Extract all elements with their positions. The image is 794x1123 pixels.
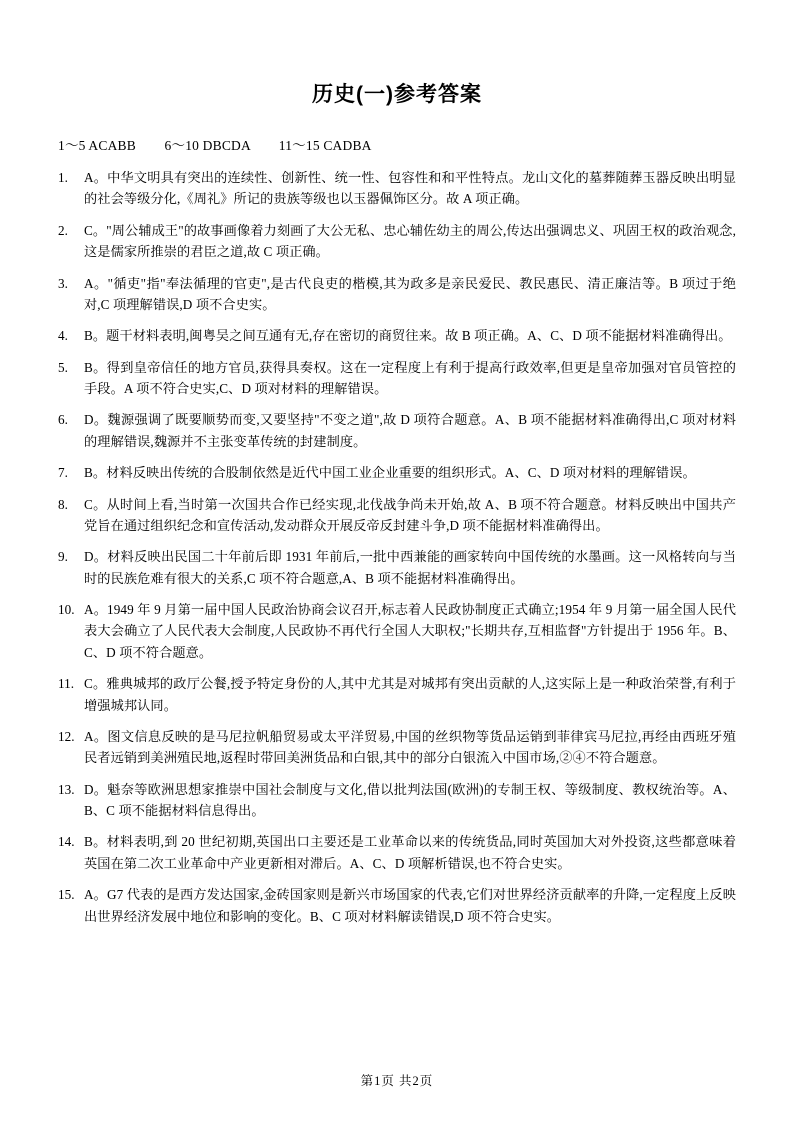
answer-item-text: C。雅典城邦的政厅公餐,授予特定身份的人,其中尤其是对城邦有突出贡献的人,这实际上是一种政治荣誉,有利于增强城邦认同。 <box>84 676 736 713</box>
answer-item-number: 8. <box>58 496 68 512</box>
page-footer: 第1页 共2页 <box>360 1074 434 1088</box>
answer-item-number: 4. <box>58 328 68 344</box>
answer-item-number: 2. <box>58 222 68 238</box>
answer-item <box>58 462 736 483</box>
answer-key-summary: 1～5 ACABB 6～10 DBCDA 11～15 CADBA <box>58 138 372 153</box>
answer-item <box>58 779 736 822</box>
answer-item-number: 7. <box>58 465 68 481</box>
answer-item-text: B。材料表明,到 20 世纪初期,英国出口主要还是工业革命以来的传统货品,同时英国加大对外投资,这些都意味着英国在第二次工业革命中产业更新相对滞后。A、C、D 项解析错误,也不符合史实。 <box>84 834 736 871</box>
answer-item-number: 9. <box>58 549 68 565</box>
answer-item-text: A。"循吏"指"奉法循理的官吏",是古代良吏的楷模,其为政多是亲民爱民、教民惠民、清正廉洁等。B 项过于绝对,C 项理解错误,D 项不合史实。 <box>84 275 736 312</box>
answer-item <box>58 220 736 263</box>
answer-item <box>58 273 736 316</box>
answer-item-text: A。1949 年 9 月第一届中国人民政治协商会议召开,标志着人民政协制度正式确立;1954 年 9 月第一届全国人民代表大会确立了人民代表大会制度,人民政协不再代行全国人大职权;"长期共存,互相监督"方针提出于 1956 年。B、C、D 项不符合题意。 <box>84 602 736 660</box>
page-title: 历史(一)参考答案 <box>312 83 482 106</box>
answer-item <box>58 726 736 769</box>
answer-item-text: B。题干材料表明,闽粤吴之间互通有无,存在密切的商贸往来。故 B 项正确。A、C、D 项不能据材料准确得出。 <box>84 328 732 344</box>
answer-item-number: 14. <box>58 834 75 850</box>
answer-item-text: A。中华文明具有突出的连续性、创新性、统一性、包容性和和平性特点。龙山文化的墓葬随葬玉器反映出明显的社会等级分化,《周礼》所记的贵族等级也以玉器佩饰区分。故 A 项正确。 <box>84 170 736 207</box>
answer-item <box>58 884 736 927</box>
answer-item-text: D。魁奈等欧洲思想家推崇中国社会制度与文化,借以批判法国(欧洲)的专制王权、等级制度、教权统治等。A、B、C 项不能据材料信息得出。 <box>84 781 736 818</box>
answer-item-text: A。图文信息反映的是马尼拉帆船贸易或太平洋贸易,中国的丝织物等货品运销到菲律宾马尼拉,再经由西班牙殖民者远销到美洲殖民地,返程时带回美洲货品和白银,其中的部分白银流入中国市场,②④不符合题意。 <box>84 728 736 766</box>
answer-item-number: 15. <box>58 887 75 903</box>
answer-item-number: 13. <box>58 781 75 797</box>
answer-item-text: B。材料反映出传统的合股制依然是近代中国工业企业重要的组织形式。A、C、D 项对材料的理解错误。 <box>84 465 696 481</box>
answer-item <box>58 673 736 716</box>
answer-item <box>58 325 736 346</box>
answer-item <box>58 599 736 663</box>
answer-item-number: 11. <box>58 676 74 692</box>
answer-item <box>58 167 736 210</box>
answer-item-text: B。得到皇帝信任的地方官员,获得具奏权。这在一定程度上有利于提高行政效率,但更是皇帝加强对官员管控的手段。A 项不符合史实,C、D 项对材料的理解错误。 <box>84 359 736 396</box>
answer-item-number: 6. <box>58 412 68 428</box>
answer-item-number: 3. <box>58 275 68 291</box>
answer-item-text: D。魏源强调了既要顺势而变,又要坚持"不变之道",故 D 项符合题意。A、B 项不能据材料准确得出,C 项对材料的理解错误,魏源并不主张变革传统的封建制度。 <box>84 412 736 449</box>
answer-item-number: 12. <box>58 728 75 744</box>
answer-item <box>58 831 736 874</box>
answer-item <box>58 357 736 400</box>
answer-item-text: A。G7 代表的是西方发达国家,金砖国家则是新兴市场国家的代表,它们对世界经济贡献率的升降,一定程度上反映出世界经济发展中地位和影响的变化。B、C 项对材料解读错误,D 项不符合史实。 <box>84 887 736 924</box>
answer-item-number: 5. <box>58 359 68 375</box>
answer-item-text: C。从时间上看,当时第一次国共合作已经实现,北伐战争尚未开始,故 A、B 项不符合题意。材料反映出中国共产党旨在通过组织纪念和宣传活动,发动群众开展反帝反封建斗争,D 项不能据材料准确得出。 <box>84 496 736 533</box>
answer-item <box>58 494 736 537</box>
answer-item-text: C。"周公辅成王"的故事画像着力刻画了大公无私、忠心辅佐幼主的周公,传达出强调忠义、巩固王权的政治观念,这是儒家所推崇的君臣之道,故 C 项正确。 <box>84 222 736 260</box>
answer-item <box>58 409 736 452</box>
answer-item-number: 10. <box>58 602 75 617</box>
answer-item <box>58 546 736 589</box>
answer-item-text: D。材料反映出民国二十年前后即 1931 年前后,一批中西兼能的画家转向中国传统的水墨画。这一风格转向与当时的民族危难有很大的关系,C 项不符合题意,A、B 项不能据材料准确得出。 <box>84 549 736 586</box>
answer-item-number: 1. <box>58 170 68 185</box>
